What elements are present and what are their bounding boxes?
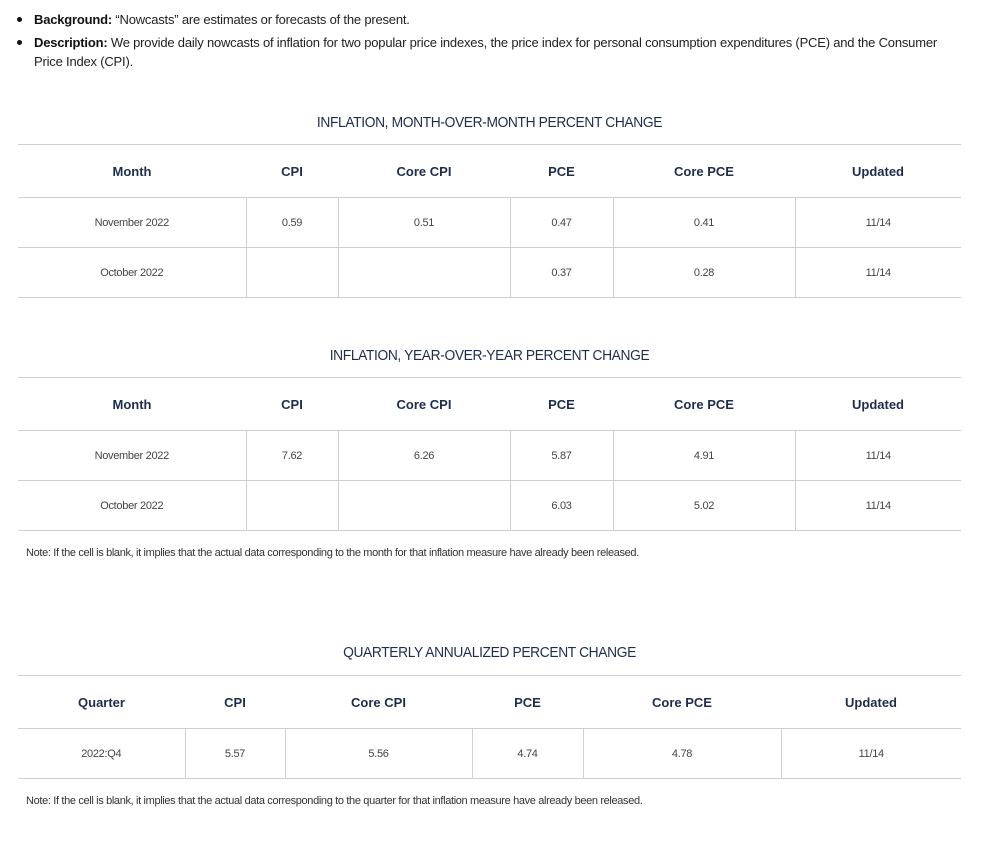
table-header-row xyxy=(18,145,961,198)
cell-cpi xyxy=(246,248,338,298)
bullet-icon xyxy=(17,40,22,45)
intro-list xyxy=(14,10,959,75)
col-header-month: Month xyxy=(18,145,246,198)
cell-core-cpi: 0.51 xyxy=(338,198,510,248)
col-header-quarter: Quarter xyxy=(18,676,185,729)
qtr-note: Note: If the cell is blank, it implies that the actual data corresponding to the quarter for that inflation measure have already been released. xyxy=(26,795,643,807)
table-row xyxy=(18,729,961,779)
cell-core-pce: 0.28 xyxy=(613,248,795,298)
yoy-note: Note: If the cell is blank, it implies that the actual data corresponding to the month for that inflation measure have already been released. xyxy=(26,547,639,559)
col-header-core-pce: Core PCE xyxy=(613,145,795,198)
col-header-updated: Updated xyxy=(795,378,961,431)
cell-cpi: 7.62 xyxy=(246,431,338,481)
cell-pce: 6.03 xyxy=(510,481,613,531)
table-row xyxy=(18,198,961,248)
col-header-cpi: CPI xyxy=(246,145,338,198)
cell-pce: 4.74 xyxy=(472,729,583,779)
cell-cpi: 0.59 xyxy=(246,198,338,248)
cell-updated: 11/14 xyxy=(781,729,961,779)
col-header-pce: PCE xyxy=(472,676,583,729)
qtr-table-title: QUARTERLY ANNUALIZED PERCENT CHANGE xyxy=(343,644,636,661)
cell-cpi: 5.57 xyxy=(185,729,285,779)
intro-item-background xyxy=(14,10,959,29)
cell-updated: 11/14 xyxy=(795,248,961,298)
cell-month: October 2022 xyxy=(18,481,246,531)
col-header-pce: PCE xyxy=(510,378,613,431)
cell-pce: 0.37 xyxy=(510,248,613,298)
cell-quarter: 2022:Q4 xyxy=(18,729,185,779)
cell-cpi xyxy=(246,481,338,531)
col-header-core-pce: Core PCE xyxy=(583,676,781,729)
cell-month: October 2022 xyxy=(18,248,246,298)
cell-core-pce: 4.78 xyxy=(583,729,781,779)
table-header-row xyxy=(18,676,961,729)
cell-pce: 5.87 xyxy=(510,431,613,481)
cell-pce: 0.47 xyxy=(510,198,613,248)
cell-core-cpi xyxy=(338,481,510,531)
cell-core-pce: 4.91 xyxy=(613,431,795,481)
cell-updated: 11/14 xyxy=(795,431,961,481)
table-row xyxy=(18,248,961,298)
cell-core-cpi: 6.26 xyxy=(338,431,510,481)
intro-text: “Nowcasts” are estimates or forecasts of the present. xyxy=(111,12,410,27)
cell-core-cpi xyxy=(338,248,510,298)
col-header-pce: PCE xyxy=(510,145,613,198)
col-header-core-cpi: Core CPI xyxy=(338,378,510,431)
cell-core-pce: 0.41 xyxy=(613,198,795,248)
intro-item-description xyxy=(14,33,959,71)
mom-table xyxy=(18,144,961,298)
col-header-core-cpi: Core CPI xyxy=(338,145,510,198)
cell-updated: 11/14 xyxy=(795,481,961,531)
col-header-core-cpi: Core CPI xyxy=(285,676,472,729)
intro-text: We provide daily nowcasts of inflation for two popular price indexes, the price index for personal consumption expenditures (PCE) and the Consumer Price Index (CPI). xyxy=(34,35,937,69)
table-header-row xyxy=(18,378,961,431)
table-row xyxy=(18,481,961,531)
table-row xyxy=(18,431,961,481)
col-header-cpi: CPI xyxy=(246,378,338,431)
yoy-table-title: INFLATION, YEAR-OVER-YEAR PERCENT CHANGE xyxy=(329,347,650,364)
qtr-table xyxy=(18,675,961,779)
cell-month: November 2022 xyxy=(18,198,246,248)
cell-month: November 2022 xyxy=(18,431,246,481)
cell-updated: 11/14 xyxy=(795,198,961,248)
cell-core-pce: 5.02 xyxy=(613,481,795,531)
cell-core-cpi: 5.56 xyxy=(285,729,472,779)
col-header-core-pce: Core PCE xyxy=(613,378,795,431)
mom-table-title: INFLATION, MONTH-OVER-MONTH PERCENT CHANGE xyxy=(316,114,663,131)
col-header-updated: Updated xyxy=(781,676,961,729)
intro-label: Background: xyxy=(34,12,112,27)
col-header-month: Month xyxy=(18,378,246,431)
bullet-icon xyxy=(17,17,22,22)
col-header-cpi: CPI xyxy=(185,676,285,729)
col-header-updated: Updated xyxy=(795,145,961,198)
intro-label: Description: xyxy=(34,35,108,50)
yoy-table xyxy=(18,377,961,531)
